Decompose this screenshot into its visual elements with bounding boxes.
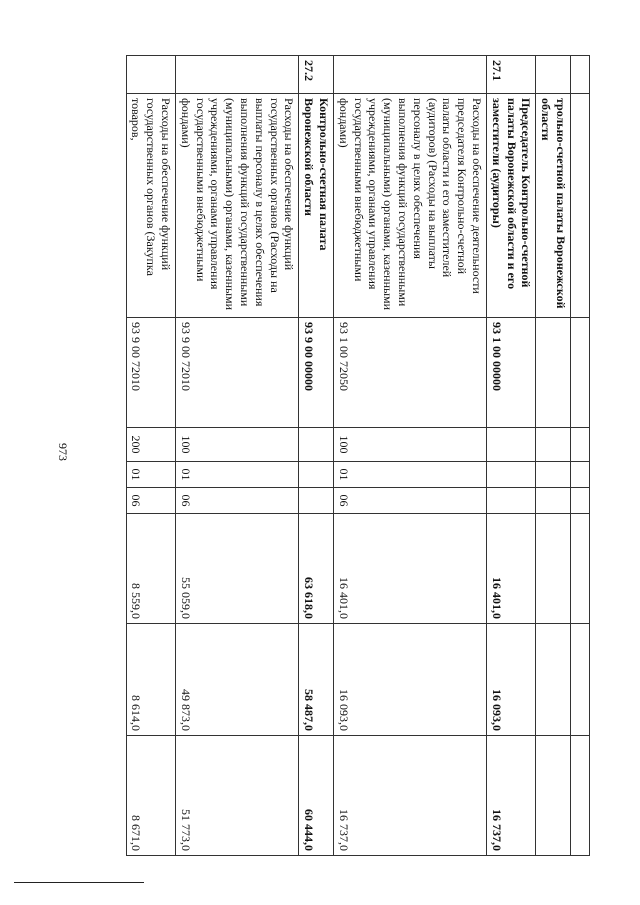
- section-cell: [299, 462, 334, 488]
- row-name-cell: Расходы на обеспечение функций государственных органов (Закупка товаров,: [126, 94, 175, 318]
- table-header-row: [571, 56, 590, 856]
- row-number-cell: [126, 56, 175, 94]
- footnote-rule: [14, 882, 144, 883]
- row-number-cell: [536, 56, 571, 94]
- amount-year-1-cell: 8 559,0: [126, 514, 175, 624]
- row-name-cell: Председатель Контрольно-счетной палаты Воронежской области и его заместители (аудиторы): [487, 94, 536, 318]
- amount-year-3-cell: 16 737,0: [334, 736, 487, 856]
- subsection-cell: [487, 488, 536, 514]
- subsection-cell: 06: [334, 488, 487, 514]
- section-cell: 01: [334, 462, 487, 488]
- amount-year-3-cell: 8 671,0: [126, 736, 175, 856]
- amount-year-1-cell: 16 401,0: [334, 514, 487, 624]
- amount-year-2-cell: [536, 624, 571, 736]
- amount-year-1-cell: 55 059,0: [176, 514, 299, 624]
- table-row: [536, 56, 571, 856]
- section-cell: 01: [176, 462, 299, 488]
- amount-year-3-cell: 16 737,0: [487, 736, 536, 856]
- amount-year-2-cell: 16 093,0: [487, 624, 536, 736]
- table-row: [334, 56, 487, 856]
- header-cell: [571, 488, 590, 514]
- section-cell: [487, 462, 536, 488]
- header-cell: [571, 624, 590, 736]
- amount-year-2-cell: 8 614,0: [126, 624, 175, 736]
- budget-table-wrapper: [110, 55, 590, 855]
- row-number-cell: 27.2: [299, 56, 334, 94]
- row-number-cell: [176, 56, 299, 94]
- subsection-cell: 06: [126, 488, 175, 514]
- table-row: [299, 56, 334, 856]
- section-cell: 01: [126, 462, 175, 488]
- amount-year-3-cell: [536, 736, 571, 856]
- header-cell: [571, 318, 590, 428]
- table-row: [176, 56, 299, 856]
- header-cell: [571, 514, 590, 624]
- amount-year-3-cell: 60 444,0: [299, 736, 334, 856]
- subsection-cell: 06: [176, 488, 299, 514]
- expense-type-cell: 200: [126, 428, 175, 462]
- expense-type-cell: [536, 428, 571, 462]
- row-name-cell: Расходы на обеспечение функций государственных органов (Расходы на выплаты персоналу в целях обеспечения выполнения функций государственными (муниципальными) органами, казенными учреждениями, органами управления государственными внебюджетными фондами): [176, 94, 299, 318]
- header-cell: [571, 462, 590, 488]
- row-name-cell: Контрольно-счетная палата Воронежской области: [299, 94, 334, 318]
- expense-type-cell: 100: [176, 428, 299, 462]
- expense-type-cell: [487, 428, 536, 462]
- row-name-cell: трольно-счетной палаты Воронежской области: [536, 94, 571, 318]
- header-cell: [571, 56, 590, 94]
- expense-type-cell: [299, 428, 334, 462]
- row-name-cell: Расходы на обеспечение деятельности председателя Контрольно-счетной палаты области и его заместителей (аудиторов) (Расходы на выплаты персоналу в целях обеспечения выполнения функций государственными (муниципальными) органами, казенными учреждениями, органами управления государственными внебюджетными фондами): [334, 94, 487, 318]
- header-cell: [571, 736, 590, 856]
- amount-year-2-cell: 49 873,0: [176, 624, 299, 736]
- target-code-cell: 93 1 00 72050: [334, 318, 487, 428]
- table-body: [126, 56, 589, 856]
- subsection-cell: [299, 488, 334, 514]
- target-code-cell: 93 9 00 00000: [299, 318, 334, 428]
- expense-type-cell: 100: [334, 428, 487, 462]
- table-row: [487, 56, 536, 856]
- page-number: 973: [56, 443, 70, 461]
- target-code-cell: 93 9 00 72010: [126, 318, 175, 428]
- row-number-cell: [334, 56, 487, 94]
- target-code-cell: [536, 318, 571, 428]
- row-number-cell: 27.1: [487, 56, 536, 94]
- amount-year-1-cell: 16 401,0: [487, 514, 536, 624]
- amount-year-2-cell: 58 487,0: [299, 624, 334, 736]
- target-code-cell: 93 1 00 00000: [487, 318, 536, 428]
- table-row: [126, 56, 175, 856]
- amount-year-2-cell: 16 093,0: [334, 624, 487, 736]
- amount-year-3-cell: 51 773,0: [176, 736, 299, 856]
- header-cell: [571, 94, 590, 318]
- amount-year-1-cell: [536, 514, 571, 624]
- target-code-cell: 93 9 00 72010: [176, 318, 299, 428]
- header-cell: [571, 428, 590, 462]
- amount-year-1-cell: 63 618,0: [299, 514, 334, 624]
- budget-table: [126, 55, 590, 856]
- subsection-cell: [536, 488, 571, 514]
- section-cell: [536, 462, 571, 488]
